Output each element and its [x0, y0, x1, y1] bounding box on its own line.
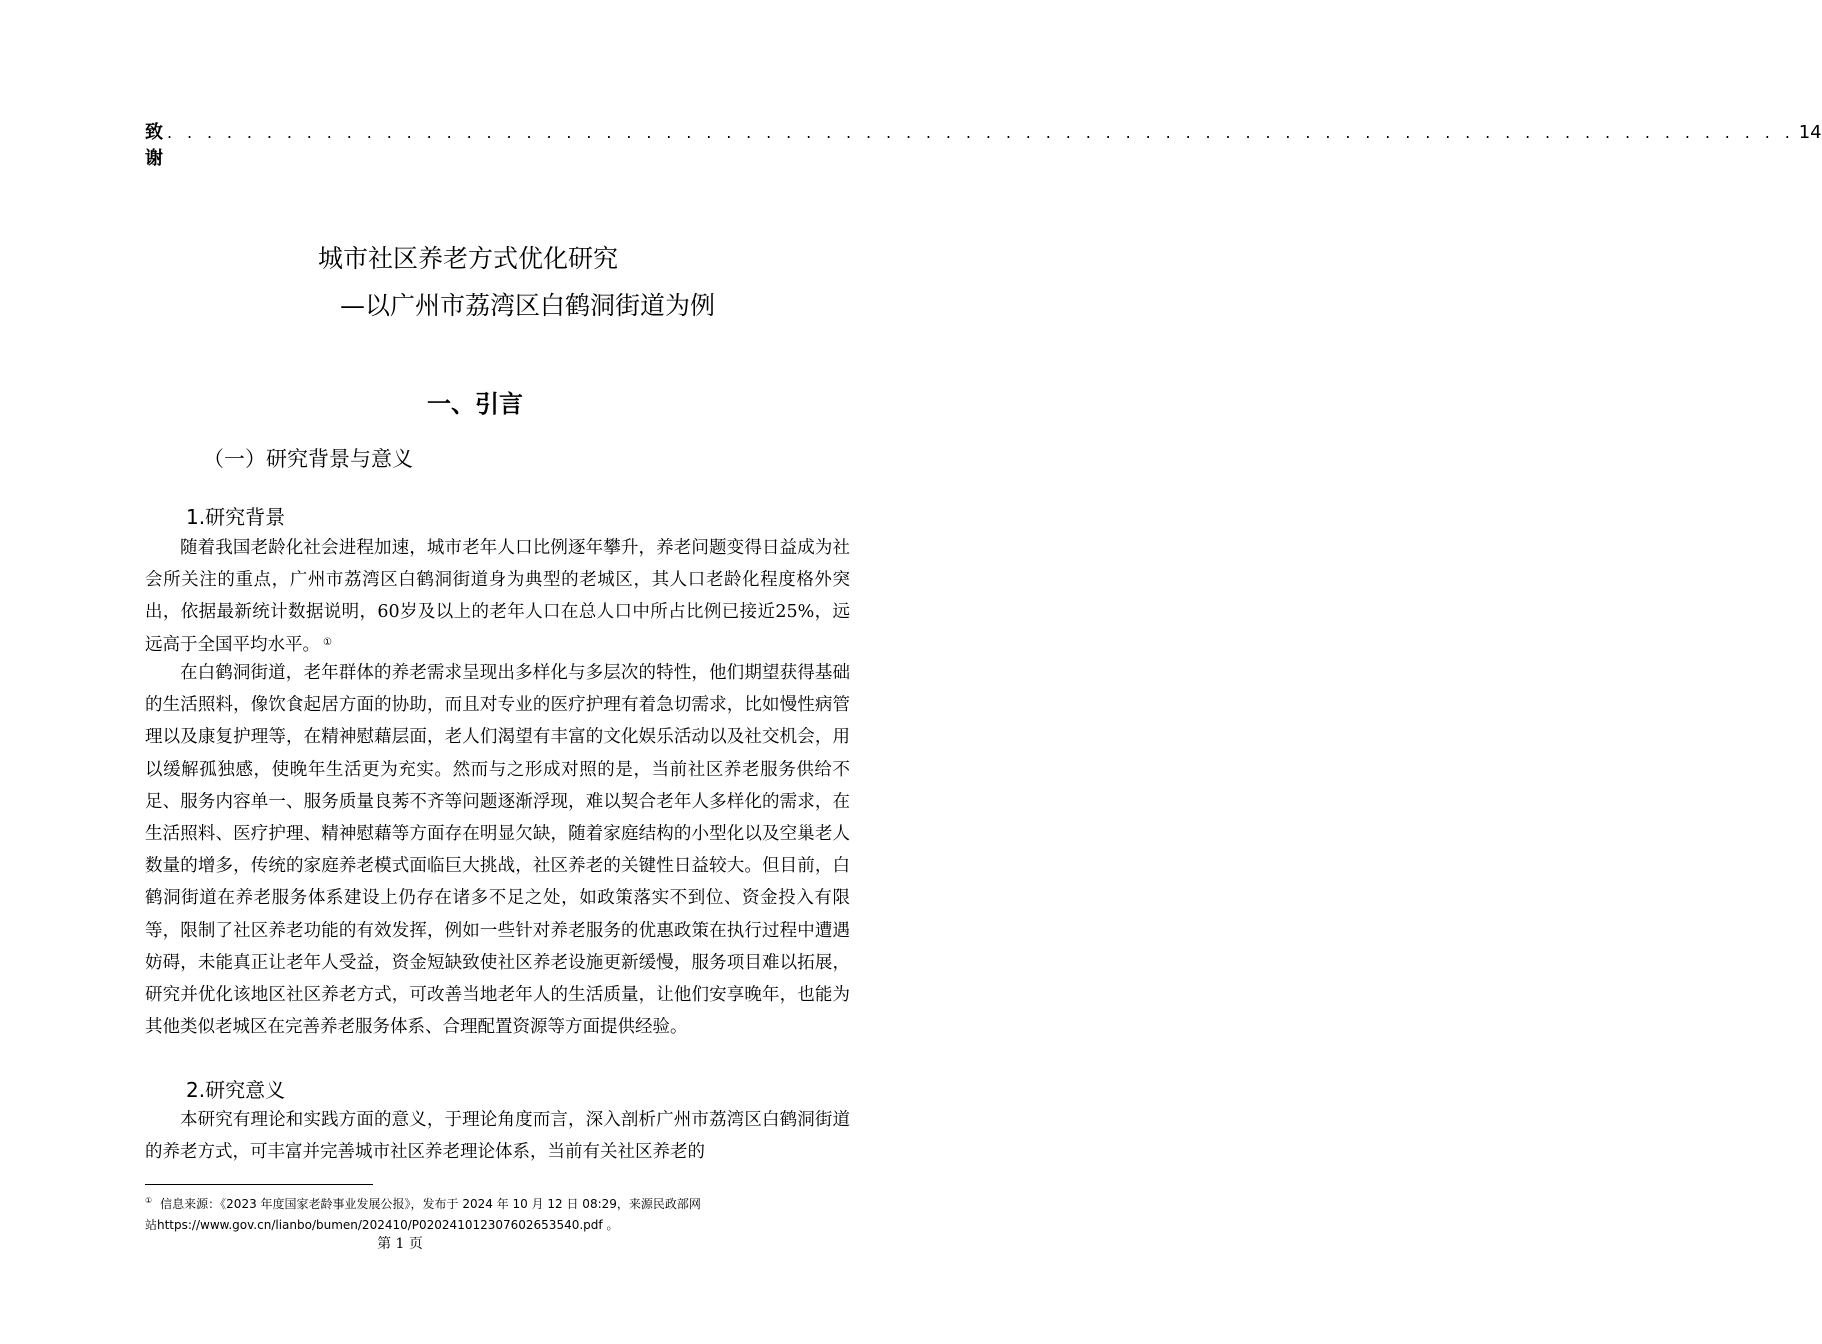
part-heading-significance: 2.研究意义: [186, 1078, 286, 1102]
paragraph-significance: 本研究有理论和实践方面的意义，于理论角度而言，深入剖析广州市荔湾区白鹤洞街道的养老方式，可丰富并完善城市社区养老理论体系，当前有关社区养老的: [145, 1110, 850, 1163]
footnote-line-1: [145, 1190, 795, 1215]
footnote-marker: ①: [145, 1196, 153, 1205]
document-title: 城市社区养老方式优化研究: [318, 244, 619, 273]
document-subtitle: —以广州市荔湾区白鹤洞街道为例: [340, 291, 716, 320]
toc-label: 致谢: [145, 122, 163, 169]
toc-entry-acknowledgements[interactable]: [145, 118, 1822, 169]
footnote-text-1: 信息来源：《2023 年度国家老龄事业发展公报》，发布于 2024 年 10 月 12 日 08:29，来源民政部网: [160, 1197, 701, 1211]
section-heading: 一、引言: [427, 390, 523, 418]
page-number: 第 1 页: [377, 1236, 423, 1252]
part-heading-background: 1.研究背景: [186, 505, 286, 529]
toc-page-number: 14: [1798, 122, 1822, 143]
paragraph-needs: 在白鹤洞街道，老年群体的养老需求呈现出多样化与多层次的特性，他们期望获得基础的生活照料，像饮食起居方面的协助，而且对专业的医疗护理有着急切需求，比如慢性病管理以及康复护理等，在精神慰藉层面，老人们渴望有丰富的文化娱乐活动以及社交机会，用以缓解孤独感，使晚年生活更为充实。然而与之形成对照的是，当前社区养老服务供给不足、服务内容单一、服务质量良莠不齐等问题逐渐浮现，难以契合老年人多样化的需求，在生活照料、医疗护理、精神慰藉等方面存在明显欠缺，随着家庭结构的小型化以及空巢老人数量的增多，传统的家庭养老模式面临巨大挑战，社区养老的关键性日益较大。但目前，白鹤洞街道在养老服务体系建设上仍存在诸多不足之处，如政策落实不到位、资金投入有限等，限制了社区养老功能的有效发挥，例如一些针对养老服务的优惠政策在执行过程中遭遇妨碍，未能真正让老年人受益，资金短缺致使社区养老设施更新缓慢，服务项目难以拓展，研究并优化该地区社区养老方式，可改善当地老年人的生活质量，让他们安享晚年，也能为其他类似老城区在完善养老服务体系、合理配置资源等方面提供经验。: [145, 663, 850, 1038]
paragraph-background: [145, 532, 850, 661]
footnote-separator: [145, 1184, 373, 1185]
paragraph-background-text: 随着我国老龄化社会进程加速，城市老年人口比例逐年攀升，养老问题变得日益成为社会所关注的重点，广州市荔湾区白鹤洞街道身为典型的老城区，其人口老龄化程度格外突出，依据最新统计数据说明，60岁及以上的老年人口在总人口中所占比例已接近25%，远远高于全国平均水平。: [145, 538, 850, 655]
subsection-heading: （一）研究背景与意义: [203, 447, 413, 471]
footnote-reference[interactable]: ①: [323, 636, 332, 648]
footnote-line-2[interactable]: 站https://www.gov.cn/lianbo/bumen/202410/P020241012307602653540.pdf 。: [145, 1218, 619, 1232]
footnote: [145, 1190, 795, 1236]
toc-leader-dots: . . . . . . . . . . . . . . . . . . . . . . . . . . . . . . . . . . . . . . . . . . . . . . . . . . . . . . . . . . . . . . . . . . . . . . . . . . . . . . . . . .: [167, 123, 1795, 142]
